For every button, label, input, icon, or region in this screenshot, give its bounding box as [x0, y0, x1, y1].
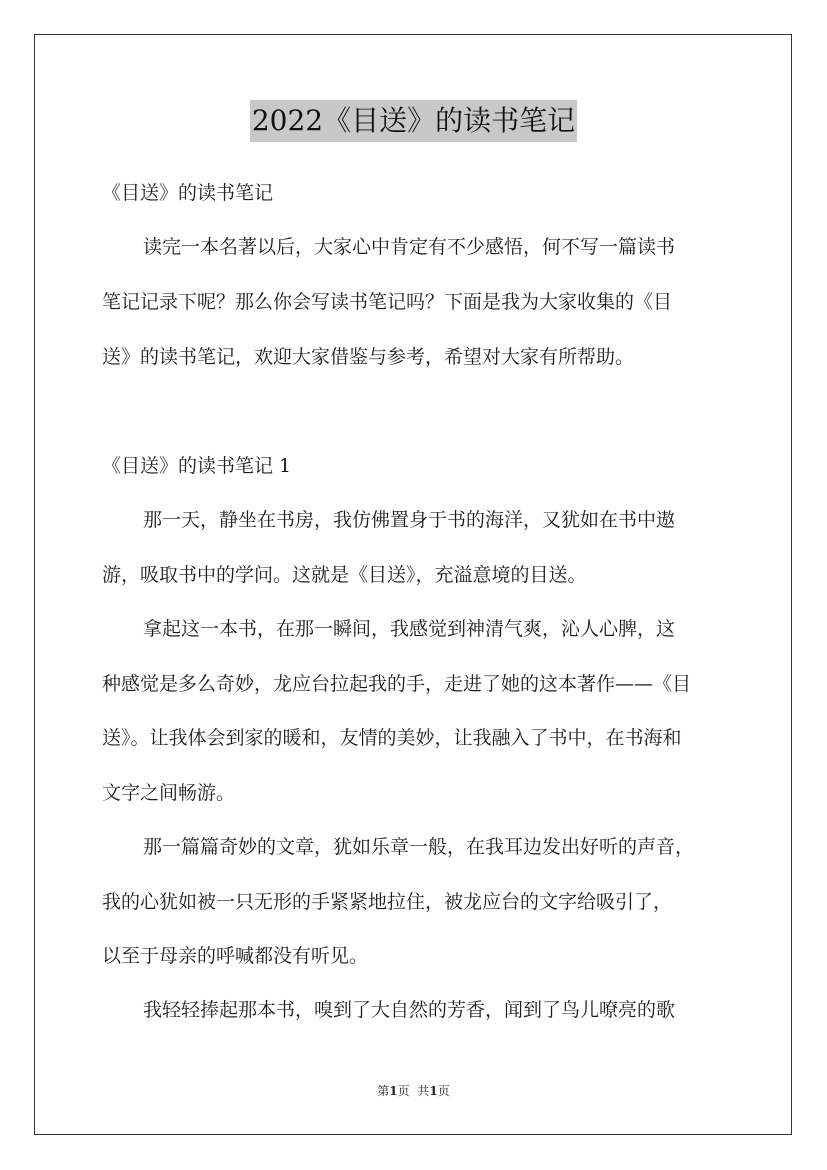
paragraph-line: 以至于母亲的呼喊都没有听见。	[102, 945, 369, 967]
paragraph-line: 我轻轻捧起那本书，嗅到了大自然的芳香，闻到了鸟儿嘹亮的歌	[143, 999, 676, 1021]
intro-line: 笔记记录下呢？那么你会写读书笔记吗？下面是我为大家收集的《目	[102, 291, 673, 313]
page-footer	[0, 1083, 827, 1099]
document-title: 2022《目送》的读书笔记	[250, 100, 577, 142]
section-heading: 《目送》的读书笔记 1	[102, 455, 292, 477]
paragraph-line: 我的心犹如被一只无形的手紧紧地拉住，被龙应台的文字给吸引了，	[102, 891, 673, 913]
paragraph-line: 那一天，静坐在书房，我仿佛置身于书的海洋，又犹如在书中遨	[143, 509, 676, 531]
paragraph-line: 那一篇篇奇妙的文章，犹如乐章一般，在我耳边发出好听的声音，	[143, 836, 695, 858]
intro-line: 读完一本名著以后，大家心中肯定有不少感悟，何不写一篇读书	[143, 236, 676, 258]
total-prefix: 共	[417, 1084, 430, 1098]
total-suffix: 页	[437, 1084, 450, 1098]
title-container	[0, 100, 827, 142]
page-prefix: 第	[377, 1084, 390, 1098]
total-pages: 1	[429, 1084, 438, 1098]
page-suffix: 页	[397, 1084, 410, 1098]
page-number: 1	[389, 1084, 398, 1098]
paragraph-line: 文字之间畅游。	[102, 782, 236, 804]
paragraph-line: 送》。让我体会到家的暖和，友情的美妙，让我融入了书中，在书海和	[102, 727, 682, 749]
paragraph-line: 游，吸取书中的学问。这就是《目送》，充溢意境的目送。	[102, 564, 587, 586]
intro-line: 送》的读书笔记，欢迎大家借鉴与参考，希望对大家有所帮助。	[102, 346, 635, 368]
subtitle: 《目送》的读书笔记	[102, 182, 274, 204]
paragraph-line: 种感觉是多么奇妙，龙应台拉起我的手，走进了她的这本著作——《目	[102, 673, 692, 695]
paragraph-line: 拿起这一本书，在那一瞬间，我感觉到神清气爽，沁人心脾，这	[143, 618, 676, 640]
